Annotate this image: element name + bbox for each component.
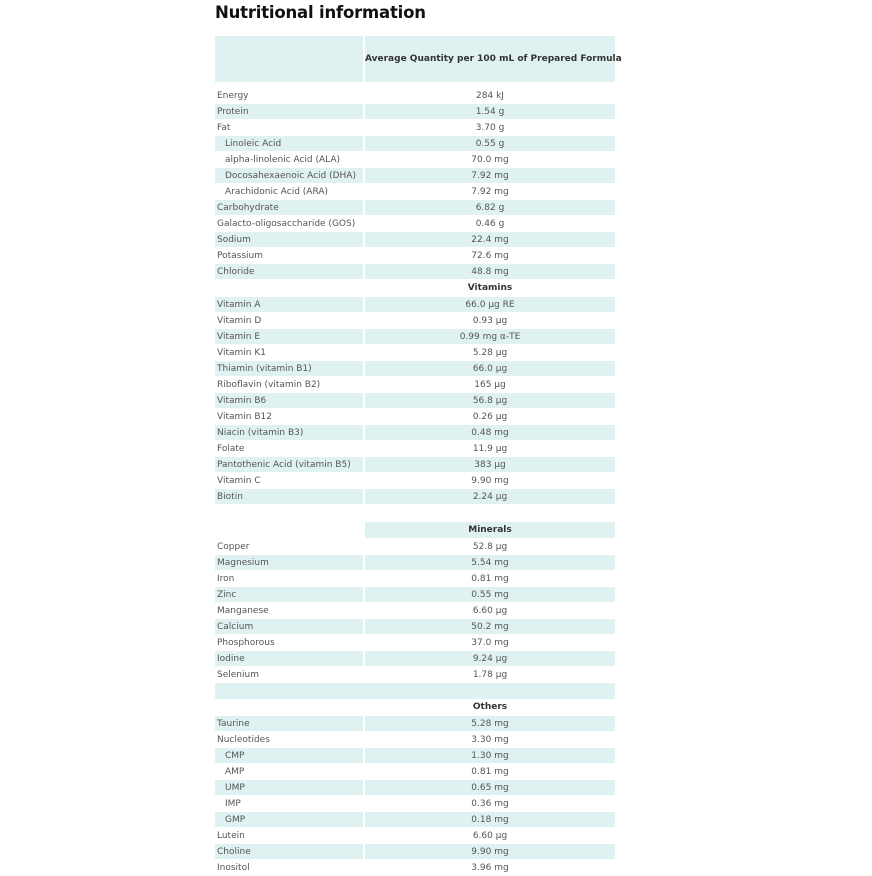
table-row — [215, 667, 615, 683]
section-others — [215, 699, 615, 716]
nutrient-value: 1.54 g — [365, 104, 615, 119]
nutrient-value: 7.92 mg — [365, 168, 615, 183]
table-header — [215, 36, 622, 82]
table-row — [215, 152, 615, 168]
nutrient-name: Thiamin (vitamin B1) — [215, 361, 363, 376]
nutrient-value: 6.60 μg — [472, 606, 508, 616]
nutrient-name: Vitamin B6 — [215, 393, 363, 408]
nutrient-name: Calcium — [215, 619, 363, 634]
section-title: Vitamins — [467, 283, 513, 293]
nutrient-name: Copper — [217, 542, 250, 552]
nutrient-value: 0.81 mg — [471, 574, 509, 584]
nutrient-value: 6.60 μg — [472, 831, 508, 841]
nutrient-name: Manganese — [217, 606, 269, 616]
table-row — [215, 184, 615, 200]
nutrient-value: 56.8 μg — [365, 393, 615, 408]
nutrient-value: 165 μg — [474, 380, 506, 390]
nutrition-table — [215, 36, 622, 876]
table-row — [215, 473, 615, 489]
nutrient-value: 3.96 mg — [471, 863, 509, 873]
nutrient-value: 7.92 mg — [471, 187, 509, 197]
table-row — [215, 587, 615, 603]
nutrient-value: 2.24 μg — [365, 489, 615, 504]
nutrient-name: Arachidonic Acid (ARA) — [225, 187, 329, 197]
header-empty-cell — [215, 36, 363, 82]
section-title: Minerals — [365, 522, 615, 538]
nutrient-value: 0.99 mg α-TE — [365, 329, 615, 344]
nutrient-value: 0.81 mg — [471, 767, 509, 777]
table-row — [215, 329, 615, 345]
table-row — [215, 136, 615, 152]
table-row — [215, 571, 615, 587]
nutrient-value: 0.65 mg — [365, 780, 615, 795]
nutrient-value: 9.24 μg — [365, 651, 615, 666]
nutrient-value: 66.0 μg RE — [365, 297, 615, 312]
nutrient-value: 0.55 mg — [365, 587, 615, 602]
table-row — [215, 860, 615, 876]
table-row — [215, 844, 615, 860]
table-row — [215, 313, 615, 329]
nutrient-value: 5.28 μg — [472, 348, 508, 358]
table-row — [215, 216, 615, 232]
nutrient-value: 0.93 μg — [472, 316, 508, 326]
section-vitamins — [215, 280, 615, 297]
nutrient-name: Niacin (vitamin B3) — [215, 425, 363, 440]
nutrient-name: Vitamin B12 — [217, 412, 272, 422]
nutrient-value: 0.26 μg — [472, 412, 508, 422]
nutrient-name: Pantothenic Acid (vitamin B5) — [215, 457, 363, 472]
nutrient-name: Chloride — [215, 264, 363, 279]
nutrient-name: Lutein — [217, 831, 245, 841]
table-row — [215, 168, 615, 184]
others-list — [215, 716, 615, 876]
nutrient-name: Vitamin A — [215, 297, 363, 312]
nutrient-name: Phosphorous — [217, 638, 275, 648]
nutrient-name: UMP — [215, 780, 363, 795]
table-row — [215, 248, 615, 264]
table-row — [215, 489, 615, 505]
nutrient-value: 48.8 mg — [365, 264, 615, 279]
nutrient-name: Riboflavin (vitamin B2) — [217, 380, 321, 390]
nutrient-value: 5.28 mg — [365, 716, 615, 731]
nutrient-value: 6.82 g — [365, 200, 615, 215]
table-row — [215, 635, 615, 651]
nutrient-value: 66.0 μg — [365, 361, 615, 376]
nutrient-name: Vitamin K1 — [217, 348, 266, 358]
nutrient-value: 3.70 g — [475, 123, 505, 133]
nutrient-value: 22.4 mg — [365, 232, 615, 247]
nutrient-name: Inositol — [217, 863, 250, 873]
nutrient-value: 70.0 mg — [471, 155, 509, 165]
nutrient-name: Linoleic Acid — [215, 136, 363, 151]
table-row — [215, 555, 615, 571]
vitamins-list — [215, 297, 615, 505]
header-quantity-cell: Average Quantity per 100 mL of Prepared Formula — [365, 36, 615, 82]
nutrient-value: 0.46 g — [475, 219, 505, 229]
nutrient-name: Sodium — [215, 232, 363, 247]
nutrient-name: Carbohydrate — [215, 200, 363, 215]
nutrient-name: Magnesium — [215, 555, 363, 570]
nutrient-value: 50.2 mg — [365, 619, 615, 634]
nutrient-value: 383 μg — [365, 457, 615, 472]
nutrient-name: GMP — [215, 812, 363, 827]
nutrient-name: alpha-linolenic Acid (ALA) — [225, 155, 341, 165]
nutrient-name: Vitamin D — [217, 316, 262, 326]
table-row — [215, 88, 615, 104]
table-row — [215, 232, 615, 248]
table-row — [215, 409, 615, 425]
blank-row — [215, 505, 615, 522]
table-row — [215, 120, 615, 136]
nutrient-name: IMP — [225, 799, 241, 809]
table-row — [215, 104, 615, 120]
nutrient-name: Protein — [215, 104, 363, 119]
table-row — [215, 603, 615, 619]
nutrient-name: Choline — [215, 844, 363, 859]
table-row — [215, 200, 615, 216]
table-row — [215, 377, 615, 393]
nutrient-name: Nucleotides — [217, 735, 270, 745]
nutrient-value: 11.9 μg — [472, 444, 508, 454]
table-row — [215, 748, 615, 764]
table-row — [215, 651, 615, 667]
nutrient-name: Iron — [217, 574, 235, 584]
main-nutrients — [215, 88, 615, 280]
table-row — [215, 441, 615, 457]
nutrient-value: 52.8 μg — [472, 542, 508, 552]
table-row — [215, 457, 615, 473]
table-row — [215, 393, 615, 409]
nutrient-value: 9.90 mg — [471, 476, 509, 486]
table-row — [215, 264, 615, 280]
table-row — [215, 796, 615, 812]
nutrient-name: Fat — [217, 123, 231, 133]
blank-row — [215, 683, 615, 699]
nutrient-value: 3.30 mg — [471, 735, 509, 745]
nutrient-value: 37.0 mg — [471, 638, 509, 648]
nutrient-value: 1.78 μg — [472, 670, 508, 680]
table-row — [215, 297, 615, 313]
nutrient-value: 0.18 mg — [365, 812, 615, 827]
table-row — [215, 764, 615, 780]
section-title: Others — [472, 702, 508, 712]
nutrient-name: AMP — [225, 767, 245, 777]
table-row — [215, 539, 615, 555]
table-row — [215, 780, 615, 796]
nutrient-name: Taurine — [215, 716, 363, 731]
table-row — [215, 828, 615, 844]
nutrient-name: Galacto-oligosaccharide (GOS) — [217, 219, 356, 229]
nutrient-name: Docosahexaenoic Acid (DHA) — [215, 168, 363, 183]
table-row — [215, 361, 615, 377]
nutrient-value: 0.48 mg — [365, 425, 615, 440]
nutrient-name: Selenium — [217, 670, 259, 680]
nutrient-value: 1.30 mg — [365, 748, 615, 763]
nutrient-name: Vitamin E — [215, 329, 363, 344]
nutrient-name: CMP — [215, 748, 363, 763]
section-minerals — [215, 522, 615, 539]
nutrient-name: Iodine — [215, 651, 363, 666]
table-row — [215, 716, 615, 732]
nutrient-name: Zinc — [215, 587, 363, 602]
table-row — [215, 812, 615, 828]
table-row — [215, 425, 615, 441]
nutrient-name: Potassium — [217, 251, 264, 261]
nutrient-name: Vitamin C — [217, 476, 261, 486]
page-title: Nutritional information — [215, 3, 426, 22]
nutrient-value: 72.6 mg — [471, 251, 509, 261]
nutrient-name: Energy — [217, 91, 249, 101]
nutrient-value: 0.36 mg — [471, 799, 509, 809]
minerals-list — [215, 539, 615, 683]
table-row — [215, 619, 615, 635]
nutrient-name: Folate — [217, 444, 245, 454]
nutrient-name: Biotin — [215, 489, 363, 504]
nutrient-value: 284 kJ — [476, 91, 504, 101]
table-row — [215, 732, 615, 748]
table-row — [215, 345, 615, 361]
nutrient-value: 0.55 g — [365, 136, 615, 151]
nutrient-value: 5.54 mg — [365, 555, 615, 570]
nutrient-value: 9.90 mg — [365, 844, 615, 859]
